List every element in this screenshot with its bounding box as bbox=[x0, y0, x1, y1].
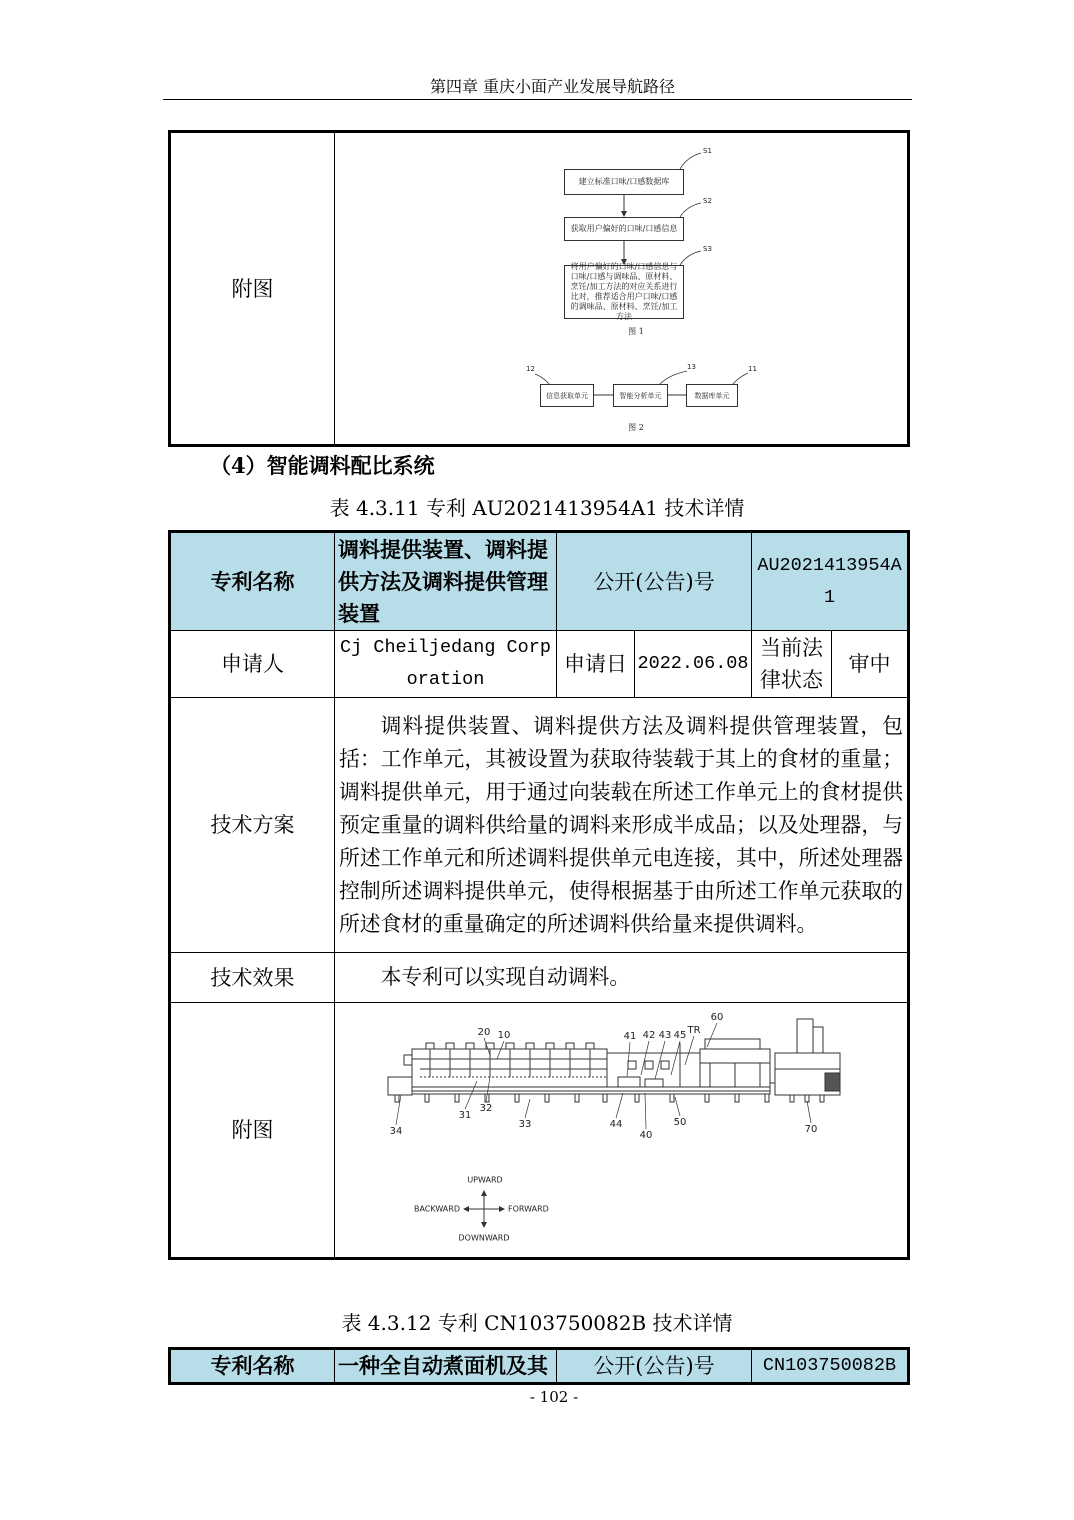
part-label-10: 10 bbox=[497, 1030, 511, 1041]
part-label-31: 31 bbox=[458, 1110, 472, 1121]
page-number: - 102 - bbox=[529, 1388, 579, 1406]
table2-caption: 表 4.3.12 专利 CN103750082B 技术详情 bbox=[341, 1311, 733, 1335]
unit-info-acquisition: 信息获取单元 bbox=[540, 384, 594, 407]
part-label-40: 40 bbox=[639, 1130, 653, 1141]
flow-step-1: 建立标准口味/口感数据库 bbox=[564, 169, 684, 195]
leader-s3 bbox=[680, 251, 701, 265]
direction-upward: UPWARD bbox=[467, 1175, 503, 1185]
part-label-50: 50 bbox=[673, 1117, 687, 1128]
direction-backward: BACKWARD bbox=[413, 1204, 460, 1214]
conveyor-section bbox=[607, 1043, 700, 1087]
technical-solution-text: 调料提供装置、调料提供方法及调料提供管理装置，包括：工作单元，其被设置为获取待装载于其上的食材的重量；调料提供单元，用于通过向装载在所述工作单元上的食材提供预定重量的调料供给量的调料来形成半成品；以及处理器，与所述工作单元和所述调料提供单元电连接，其中，所述处理器控制所述调料提供单元，使得根据基于由所述工作单元获取的所述食材的重量确定的所述调料供给量来提供调料。 bbox=[335, 698, 909, 953]
publication-number-label: 公开(公告)号 bbox=[557, 1349, 752, 1384]
machine-left-knob bbox=[404, 1055, 412, 1065]
machine-drawing bbox=[335, 1003, 905, 1253]
running-head: 第四章 重庆小面产业发展导航路径 bbox=[429, 77, 676, 96]
machine-legs bbox=[395, 1094, 824, 1102]
technical-effect-text: 本专利可以实现自动调料。 bbox=[335, 953, 909, 1003]
machine-body bbox=[388, 1019, 840, 1102]
figure-cell bbox=[335, 1003, 909, 1259]
legal-status-label: 当前法律状态 bbox=[752, 631, 832, 698]
unit-database: 数据库单元 bbox=[686, 384, 738, 407]
part-label-44: 44 bbox=[609, 1119, 623, 1130]
part-label-33: 33 bbox=[518, 1119, 532, 1130]
patent-name-value: 一种全自动煮面机及其 bbox=[335, 1349, 557, 1384]
table-row bbox=[170, 698, 909, 953]
figure-label: 附图 bbox=[170, 132, 335, 446]
table1-caption: 表 4.3.11 专利 AU2021413954A1 技术详情 bbox=[329, 496, 745, 520]
nozzle bbox=[661, 1061, 669, 1069]
machine-left-end bbox=[388, 1077, 412, 1095]
applicant-label: 申请人 bbox=[170, 631, 335, 698]
leader-s2 bbox=[680, 203, 701, 217]
header-rule bbox=[163, 99, 912, 100]
figure-cell bbox=[335, 132, 909, 446]
table-row bbox=[170, 631, 909, 698]
leader-11 bbox=[733, 373, 748, 384]
part-label-tr: TR bbox=[687, 1025, 701, 1036]
part-label-34: 34 bbox=[389, 1126, 403, 1137]
table-row bbox=[170, 953, 909, 1003]
publication-number-value: AU2021413954A1 bbox=[752, 532, 909, 631]
unit-label-13: 13 bbox=[687, 363, 696, 371]
step-label-s1: S1 bbox=[703, 147, 712, 155]
patent-table-au2021413954a1 bbox=[168, 530, 910, 1260]
table-header-row bbox=[170, 1349, 909, 1384]
figure-row bbox=[170, 132, 909, 446]
patent-name-label: 专利名称 bbox=[170, 532, 335, 631]
output-tower bbox=[770, 1019, 840, 1095]
step-label-s2: S2 bbox=[703, 197, 712, 205]
publication-number-value: CN103750082B bbox=[752, 1349, 909, 1384]
direction-compass bbox=[414, 1176, 549, 1243]
table-header-row bbox=[170, 532, 909, 631]
flow-step-2: 获取用户偏好的口味/口感信息 bbox=[564, 217, 684, 241]
filing-date-label: 申请日 bbox=[557, 631, 635, 698]
patent-name-value: 调料提供装置、调料提供方法及调料提供管理装置 bbox=[335, 532, 557, 631]
unit-label-11: 11 bbox=[748, 365, 757, 373]
cooking-section bbox=[700, 1039, 770, 1087]
part-label-20: 20 bbox=[477, 1027, 491, 1038]
figure-1-caption: 图 1 bbox=[628, 327, 644, 336]
figure-row bbox=[170, 1003, 909, 1259]
section-heading: （4）智能调料配比系统 bbox=[210, 453, 435, 478]
leader-s1 bbox=[680, 153, 701, 169]
direction-forward: FORWARD bbox=[508, 1204, 549, 1214]
machine-figure bbox=[335, 1003, 905, 1253]
leader-12 bbox=[535, 374, 549, 384]
figure-label: 附图 bbox=[170, 1003, 335, 1259]
container bbox=[618, 1077, 640, 1087]
unit-label-12: 12 bbox=[526, 365, 535, 373]
publication-number-label: 公开(公告)号 bbox=[557, 532, 752, 631]
part-label-45: 45 bbox=[673, 1030, 687, 1041]
filing-date-value: 2022.06.08 bbox=[635, 631, 752, 698]
technical-solution-label: 技术方案 bbox=[170, 698, 335, 953]
nozzle bbox=[628, 1061, 636, 1069]
flow-step-3: 将用户偏好的口味/口感信息与口味/口感与调味品、原材料、烹饪/加工方法的对应关系进行比对，推荐适合用户口味/口感的调味品、原材料、烹饪/加工方法 bbox=[564, 265, 684, 319]
patent-name-label: 专利名称 bbox=[170, 1349, 335, 1384]
patent-table-cn103750082b bbox=[168, 1347, 910, 1385]
part-label-42: 42 bbox=[642, 1030, 656, 1041]
nozzle bbox=[645, 1061, 653, 1069]
part-label-41: 41 bbox=[623, 1031, 637, 1042]
leader-13 bbox=[660, 371, 687, 384]
applicant-value: Cj Cheiljedang Corporation bbox=[335, 631, 557, 698]
part-label-32: 32 bbox=[479, 1103, 493, 1114]
part-label-43: 43 bbox=[658, 1030, 672, 1041]
part-label-60: 60 bbox=[710, 1012, 724, 1023]
step-label-s3: S3 bbox=[703, 245, 712, 253]
previous-patent-table bbox=[168, 130, 910, 447]
unit-smart-analysis: 智能分析单元 bbox=[613, 384, 668, 407]
part-label-70: 70 bbox=[804, 1124, 818, 1135]
flowchart-figure bbox=[335, 133, 905, 443]
direction-downward: DOWNWARD bbox=[458, 1233, 510, 1243]
legal-status-value: 审中 bbox=[832, 631, 909, 698]
container bbox=[645, 1079, 663, 1087]
technical-effect-label: 技术效果 bbox=[170, 953, 335, 1003]
figure-2-caption: 图 2 bbox=[628, 423, 644, 432]
